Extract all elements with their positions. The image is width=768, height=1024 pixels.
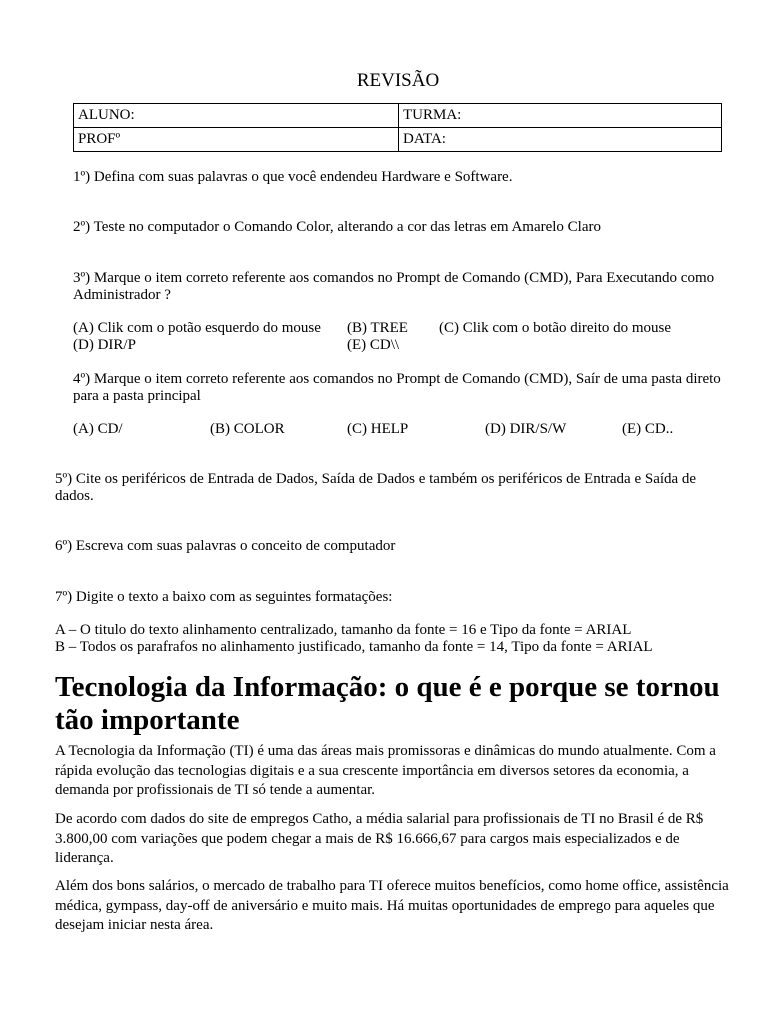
- q4-option-a: (A) CD/: [73, 421, 123, 437]
- question-2: 2º) Teste no computador o Comando Color, alterando a cor das letras em Amarelo Claro: [73, 219, 601, 235]
- q3-option-c: (C) Clik com o botão direito do mouse: [439, 320, 672, 336]
- question-3: 3º) Marque o item correto referente aos comandos no Prompt de Comando (CMD), Para Executando como Administrador ?: [73, 270, 715, 303]
- aluno-field[interactable]: ALUNO:: [74, 104, 399, 128]
- question-7: 7º) Digite o texto a baixo com as seguintes formatações:: [55, 589, 393, 605]
- q4-option-e: (E) CD..: [622, 421, 674, 437]
- question-1: 1º) Defina com suas palavras o que você endendeu Hardware e Software.: [73, 169, 513, 185]
- article-paragraph-3: Além dos bons salários, o mercado de trabalho para TI oferece muitos benefícios, como home office, assistência médica, gympass, day-off de aniversário e muito mais. Há muitas oportunidades de emprego para aqueles que desejam iniciar nesta área.: [55, 878, 729, 933]
- question-4: 4º) Marque o item correto referente aos comandos no Prompt de Comando (CMD), Saír de uma pasta direto para a pasta principal: [73, 371, 721, 404]
- prof-field[interactable]: PROFº: [74, 128, 399, 152]
- q4-option-d: (D) DIR/S/W: [485, 421, 567, 437]
- q7-instruction-a: A – O titulo do texto alinhamento centralizado, tamanho da fonte = 16 e Tipo da fonte = ARIAL: [55, 622, 632, 638]
- q7-instruction-b: B – Todos os parafrafos no alinhamento justificado, tamanho da fonte = 14, Tipo da fonte = ARIAL: [55, 639, 653, 655]
- q3-option-a: (A) Clik com o potão esquerdo do mouse: [73, 320, 321, 336]
- q4-option-b: (B) COLOR: [210, 421, 285, 437]
- q3-option-d: (D) DIR/P: [73, 337, 136, 353]
- turma-field[interactable]: TURMA:: [399, 104, 722, 128]
- q4-option-c: (C) HELP: [347, 421, 409, 437]
- question-5: 5º) Cite os periféricos de Entrada de Dados, Saída de Dados e também os periféricos de Entrada e Saída de dados.: [55, 471, 697, 504]
- page-title: REVISÃO: [356, 70, 440, 91]
- article-title: Tecnologia da Informação: o que é e porque se tornou tão importante: [55, 671, 720, 736]
- data-field[interactable]: DATA:: [399, 128, 722, 152]
- student-info-table: [73, 103, 722, 152]
- q3-option-b: (B) TREE: [347, 320, 408, 336]
- q3-option-e: (E) CD\\: [347, 337, 400, 353]
- article-paragraph-1: A Tecnologia da Informação (TI) é uma das áreas mais promissoras e dinâmicas do mundo atualmente. Com a rápida evolução das tecnologias digitais e a sua crescente importância em diversos setores da economia, a demanda por profissionais de TI só tende a aumentar.: [55, 743, 716, 798]
- article-paragraph-2: De acordo com dados do site de empregos Catho, a média salarial para profissionais de TI no Brasil é de R$ 3.800,00 com variações que podem chegar a mais de R$ 16.666,67 para cargos mais especializados e de liderança.: [55, 811, 704, 866]
- question-6: 6º) Escreva com suas palavras o conceito de computador: [55, 538, 396, 554]
